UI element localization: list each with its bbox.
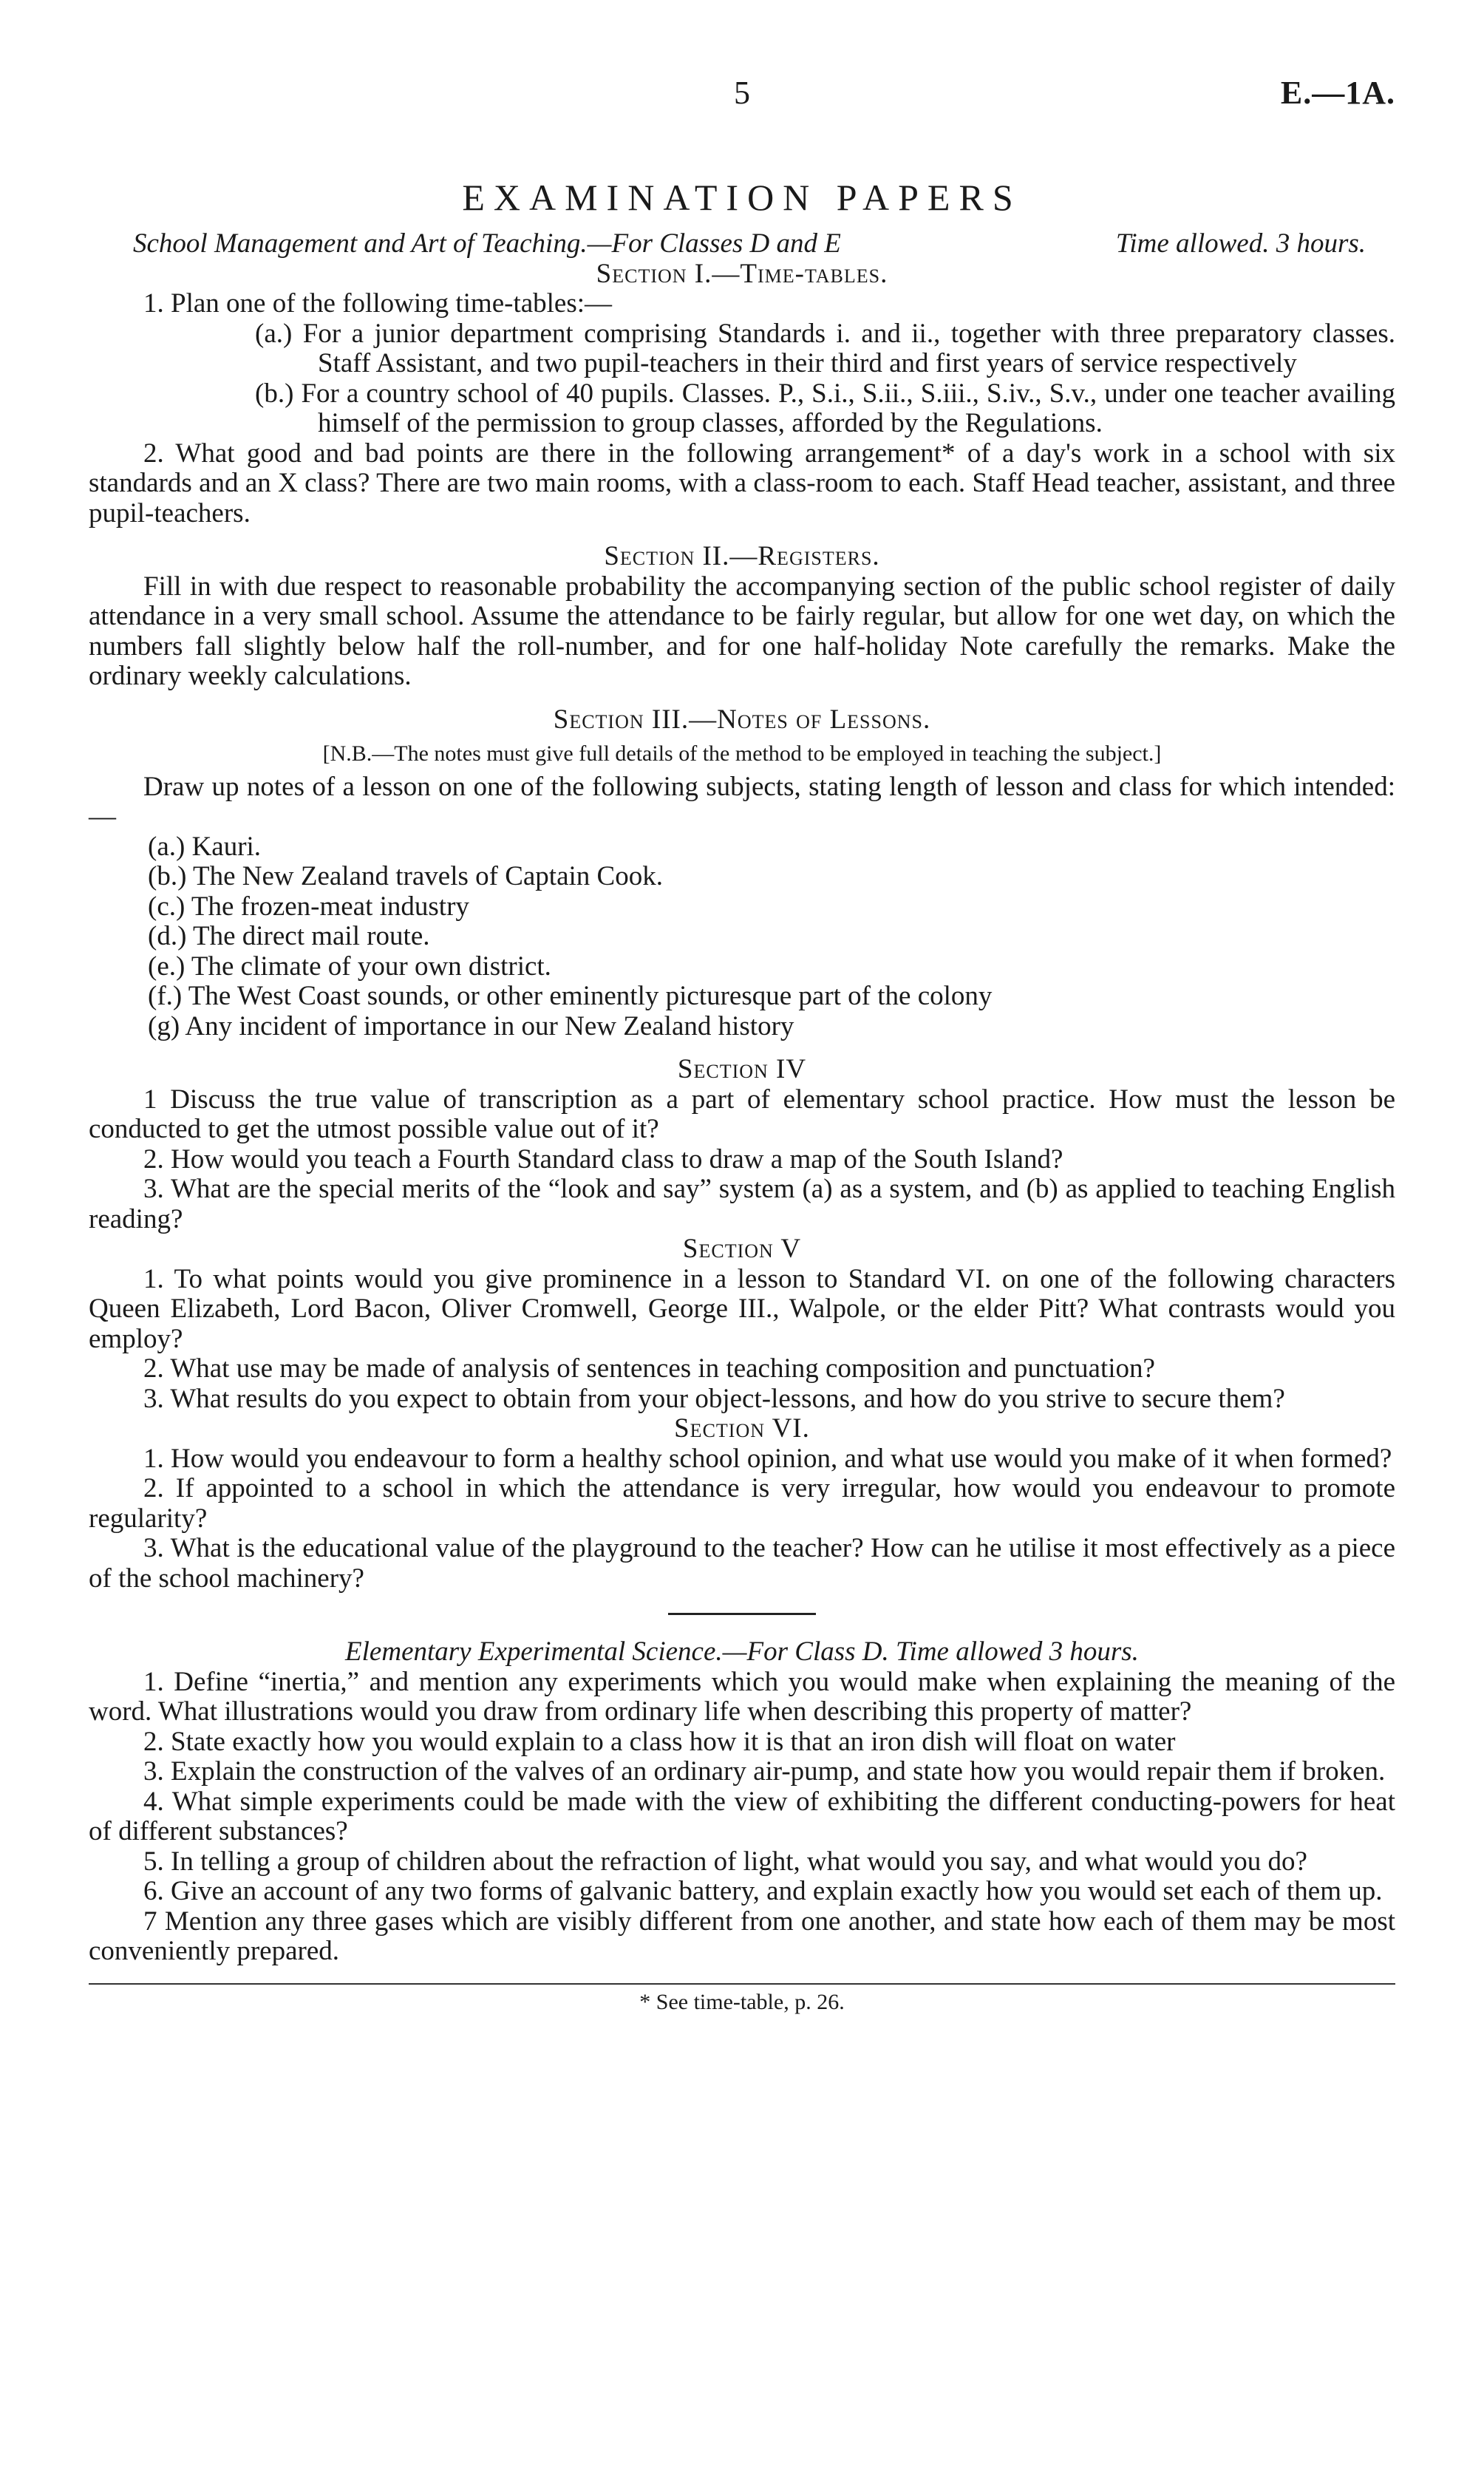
paper-subtitle-left: School Management and Art of Teaching.—For Classes D and E (133, 228, 841, 259)
footnote-divider (89, 1983, 1395, 1985)
question: 2. If appointed to a school in which the attendance is very irregular, how would you endeavour to promote regularity? (89, 1473, 1395, 1534)
list-item: (g) Any incident of importance in our New Zealand history (148, 1010, 794, 1041)
paper-subtitle-right: Time allowed. 3 hours. (1115, 228, 1366, 259)
question: 3. Explain the construction of the valves of an ordinary air-pump, and state how you would repair them if broken. (143, 1756, 1386, 1787)
paragraph: Fill in with due respect to reasonable probability the accompanying section of the public school register of daily attendance in a very small school. Assume the attendance to be fairly regular, but allow for one wet day, on which the numbers fall slightly below half the roll-number, and for one half-holiday Note carefully the remarks. Make the ordinary weekly calculations. (89, 571, 1395, 691)
question: 3. What are the special merits of the “look and say” system (a) as a system, and (b) as applied to teaching English reading? (89, 1174, 1395, 1234)
question: 1. To what points would you give prominence in a lesson to Standard VI. on one of the following characters Queen Elizabeth, Lord Bacon, Oliver Cromwell, George III., Walpole, or the elder Pitt? What contrasts would you employ? (89, 1263, 1395, 1354)
question: 3. What results do you expect to obtain from your object-lessons, and how do you strive to secure them? (143, 1383, 1285, 1414)
section-heading: Section II.—Registers. (604, 541, 880, 571)
paper-subtitle (89, 229, 1395, 259)
note: [N.B.—The notes must give full details of the method to be employed in teaching the subject.] (322, 741, 1162, 766)
question: 7 Mention any three gases which are visibly different from one another, and state how each of them may be most conveniently prepared. (89, 1906, 1395, 1966)
question: 4. What simple experiments could be made with the view of exhibiting the different conducting-powers for heat of different substances? (89, 1786, 1395, 1846)
question: 2. How would you teach a Fourth Standard class to draw a map of the South Island? (143, 1143, 1063, 1175)
page-header (89, 74, 1395, 118)
sub-question: (a.) For a junior department comprising Standards i. and ii., together with three preparatory classes. Staff Assistant, and two pupil-teachers in their third and first years of service respectively (255, 318, 1395, 378)
question: 2. What good and bad points are there in the following arrangement* of a day's work in a school with six standards and an X class? There are two main rooms, with a class-room to each. Staff Head teacher, assistant, and three pupil-teachers. (89, 438, 1395, 528)
divider (668, 1613, 816, 1615)
list-item: (c.) The frozen-meat industry (148, 891, 469, 922)
list-item: (b.) The New Zealand travels of Captain Cook. (148, 861, 663, 891)
sub-question: (b.) For a country school of 40 pupils. Classes. P., S.i., S.ii., S.iii., S.iv., S.v., under one teacher availing himself of the permission to group classes, afforded by the Regulations. (255, 378, 1395, 438)
question: 1. Plan one of the following time-tables:— (143, 288, 613, 319)
list-item: (e.) The climate of your own district. (148, 951, 551, 982)
section-heading: Section IV (677, 1054, 807, 1084)
list-item: (d.) The direct mail route. (148, 921, 430, 951)
section-heading: Section V (682, 1234, 802, 1264)
list-item: (a.) Kauri. (148, 831, 262, 862)
question: 2. What use may be made of analysis of sentences in teaching composition and punctuation? (143, 1353, 1155, 1384)
question: 2. State exactly how you would explain to a class how it is that an iron dish will float on water (143, 1726, 1176, 1757)
paper-subtitle: Elementary Experimental Science.—For Class D. Time allowed 3 hours. (345, 1636, 1139, 1667)
question: 1. Define “inertia,” and mention any experiments which you would make when explaining the meaning of the word. What illustrations would you draw from ordinary life when describing this property of matter? (89, 1666, 1395, 1727)
document-code: E.—1A. (1280, 75, 1395, 111)
question: 1. How would you endeavour to form a healthy school opinion, and what use would you make of it when formed? (143, 1443, 1392, 1474)
question: 3. What is the educational value of the playground to the teacher? How can he utilise it most effectively as a piece of the school machinery? (89, 1533, 1395, 1594)
page-title: EXAMINATION PAPERS (462, 177, 1022, 218)
question: 1 Discuss the true value of transcription as a part of elementary school practice. How must the lesson be conducted to get the utmost possible value out of it? (89, 1084, 1395, 1144)
paragraph: Draw up notes of a lesson on one of the following subjects, stating length of lesson and class for which intended:— (89, 771, 1395, 832)
section-heading: Section III.—Notes of Lessons. (553, 704, 931, 735)
list-item: (f.) The West Coast sounds, or other eminently picturesque part of the colony (148, 981, 993, 1011)
question: 5. In telling a group of children about the refraction of light, what would you say, and what would you do? (143, 1846, 1307, 1877)
page-number: 5 (734, 75, 750, 111)
footnote: * See time-table, p. 26. (639, 1989, 845, 2014)
question: 6. Give an account of any two forms of galvanic battery, and explain exactly how you would set each of them up. (143, 1876, 1383, 1906)
section-heading: Section I.—Time-tables. (596, 258, 888, 289)
section-heading: Section VI. (674, 1413, 810, 1444)
page-content (89, 229, 1395, 2017)
